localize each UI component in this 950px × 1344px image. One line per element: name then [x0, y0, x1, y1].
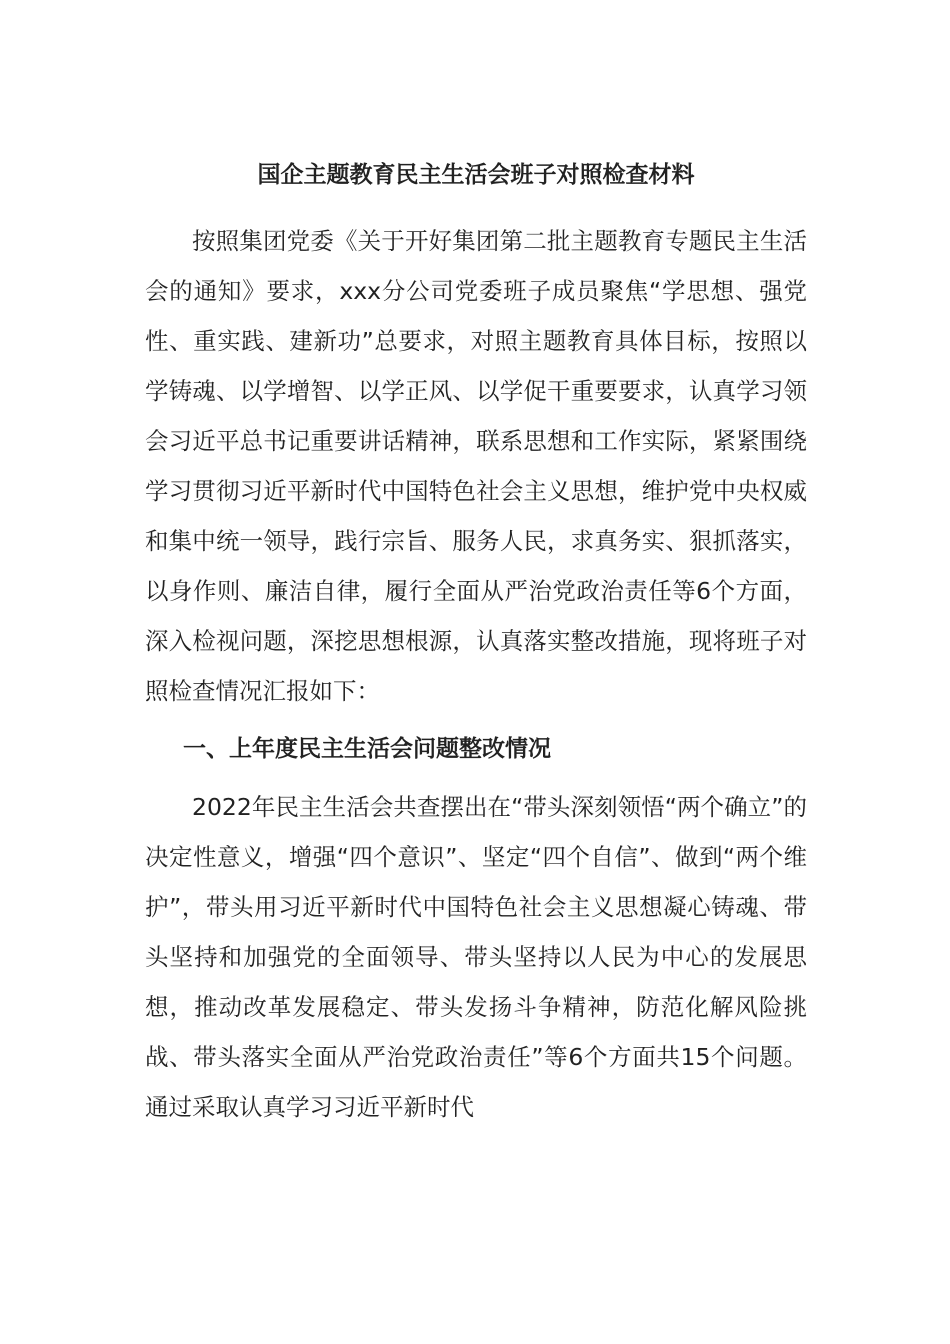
document-title: 国企主题教育民主生活会班子对照检查材料 [257, 162, 695, 188]
intro-paragraph: 按照集团党委《关于开好集团第二批主题教育专题民主生活会的通知》要求，xxx分公司党委班子成员聚焦“学思想、强党性、重实践、建新功”总要求，对照主题教育具体目标，按照以学铸魂、以学增智、以学正风、以学促干重要要求，认真学习领会习近平总书记重要讲话精神，联系思想和工作实际，紧紧围绕学习贯彻习近平新时代中国特色社会主义思想，维护党中央权威和集中统一领导，践行宗旨、服务人民，求真务实、狠抓落实，以身作则、廉洁自律，履行全面从严治党政治责任等6个方面，深入检视问题，深挖思想根源，认真落实整改措施，现将班子对照检查情况汇报如下： [145, 227, 807, 705]
document-body [145, 150, 807, 1132]
section-heading-1: 一、上年度民主生活会问题整改情况 [182, 736, 551, 762]
section-1-paragraph: 2022年民主生活会共查摆出在“带头深刻领悟“两个确立”的决定性意义，增强“四个意识”、坚定“四个自信”、做到“两个维护”，带头用习近平新时代中国特色社会主义思想凝心铸魂、带头坚持和加强党的全面领导、带头坚持以人民为中心的发展思想，推动改革发展稳定、带头发扬斗争精神，防范化解风险挑战、带头落实全面从严治党政治责任”等6个方面共15个问题。通过采取认真学习习近平新时代 [145, 793, 807, 1121]
